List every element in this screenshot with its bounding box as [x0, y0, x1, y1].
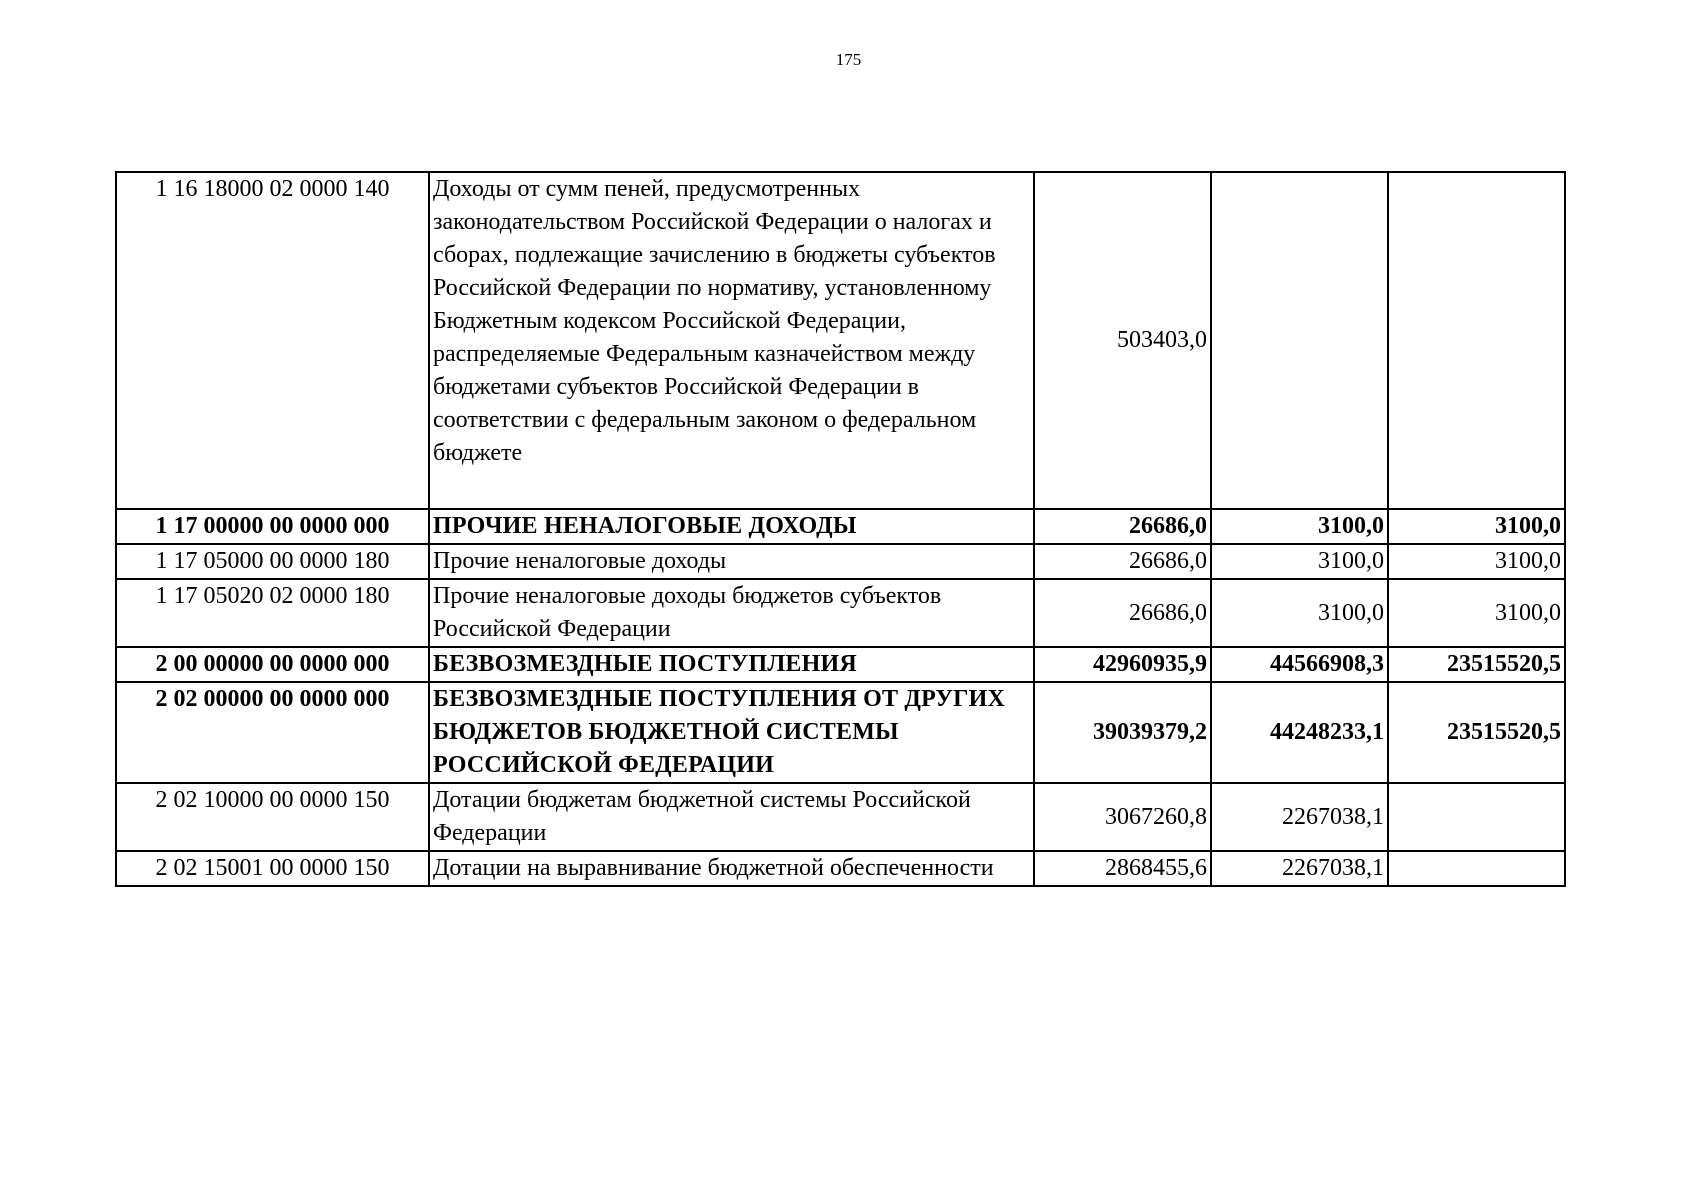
- table-row: [116, 509, 1565, 544]
- table-row: [116, 647, 1565, 682]
- amount-year-2: 3100,0: [1211, 544, 1388, 579]
- revenue-name: Доходы от сумм пеней, предусмотренных законодательством Российской Федерации о налогах и сборах, подлежащие зачислению в бюджеты субъектов Российской Федерации по нормативу, установленному Бюджетным кодексом Российской Федерации, распределяемые Федеральным казначейством между бюджетами субъектов Российской Федерации в соответствии с федеральным законом о федеральном бюджете: [429, 172, 1034, 509]
- amount-year-2: 44566908,3: [1211, 647, 1388, 682]
- amount-year-1: 2868455,6: [1034, 851, 1211, 886]
- amount-year-3: 23515520,5: [1388, 647, 1565, 682]
- classification-code: 1 17 00000 00 0000 000: [116, 509, 429, 544]
- amount-year-1: 26686,0: [1034, 509, 1211, 544]
- classification-code: 1 17 05020 02 0000 180: [116, 579, 429, 647]
- amount-year-3: 3100,0: [1388, 509, 1565, 544]
- amount-year-3: 3100,0: [1388, 579, 1565, 647]
- amount-year-3: 23515520,5: [1388, 682, 1565, 783]
- classification-code: 2 00 00000 00 0000 000: [116, 647, 429, 682]
- revenue-name: Прочие неналоговые доходы бюджетов субъектов Российской Федерации: [429, 579, 1034, 647]
- amount-year-3: [1388, 851, 1565, 886]
- budget-revenue-table: [115, 171, 1566, 887]
- table-row: [116, 682, 1565, 783]
- page-number: 175: [835, 50, 862, 69]
- amount-year-1: 3067260,8: [1034, 783, 1211, 851]
- table-row: [116, 544, 1565, 579]
- revenue-name: Дотации бюджетам бюджетной системы Российской Федерации: [429, 783, 1034, 851]
- table-row: [116, 851, 1565, 886]
- amount-year-2: 2267038,1: [1211, 783, 1388, 851]
- classification-code: 1 17 05000 00 0000 180: [116, 544, 429, 579]
- classification-code: 2 02 10000 00 0000 150: [116, 783, 429, 851]
- revenue-name: БЕЗВОЗМЕЗДНЫЕ ПОСТУПЛЕНИЯ: [429, 647, 1034, 682]
- amount-year-1: 39039379,2: [1034, 682, 1211, 783]
- amount-year-3: [1388, 172, 1565, 509]
- classification-code: 2 02 00000 00 0000 000: [116, 682, 429, 783]
- amount-year-2: [1211, 172, 1388, 509]
- table-row: [116, 172, 1565, 509]
- table-row: [116, 579, 1565, 647]
- amount-year-2: 3100,0: [1211, 579, 1388, 647]
- amount-year-1: 503403,0: [1034, 172, 1211, 509]
- table-row: [116, 783, 1565, 851]
- revenue-name: БЕЗВОЗМЕЗДНЫЕ ПОСТУПЛЕНИЯ ОТ ДРУГИХ БЮДЖЕТОВ БЮДЖЕТНОЙ СИСТЕМЫ РОССИЙСКОЙ ФЕДЕРАЦИИ: [429, 682, 1034, 783]
- amount-year-1: 26686,0: [1034, 579, 1211, 647]
- amount-year-2: 44248233,1: [1211, 682, 1388, 783]
- revenue-name: ПРОЧИЕ НЕНАЛОГОВЫЕ ДОХОДЫ: [429, 509, 1034, 544]
- amount-year-3: 3100,0: [1388, 544, 1565, 579]
- classification-code: 2 02 15001 00 0000 150: [116, 851, 429, 886]
- amount-year-1: 26686,0: [1034, 544, 1211, 579]
- amount-year-1: 42960935,9: [1034, 647, 1211, 682]
- amount-year-3: [1388, 783, 1565, 851]
- revenue-name: Прочие неналоговые доходы: [429, 544, 1034, 579]
- revenue-name: Дотации на выравнивание бюджетной обеспеченности: [429, 851, 1034, 886]
- amount-year-2: 2267038,1: [1211, 851, 1388, 886]
- classification-code: 1 16 18000 02 0000 140: [116, 172, 429, 509]
- amount-year-2: 3100,0: [1211, 509, 1388, 544]
